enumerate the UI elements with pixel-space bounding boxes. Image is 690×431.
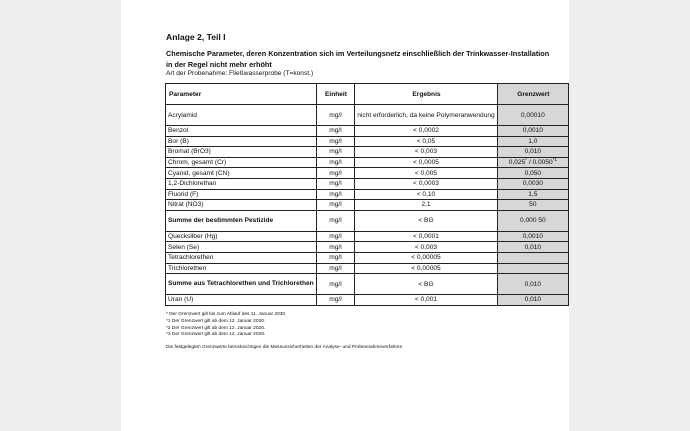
footnote: *1 Der Grenzwert gilt ab dem 12. Januar 2030. (166, 318, 266, 324)
cell-einheit: mg/l (316, 147, 355, 158)
cell-ergebnis: < 0,001 (355, 295, 497, 306)
table-row (166, 231, 569, 242)
table-row (166, 189, 569, 200)
cell-grenzwert: 0,000 50 (497, 210, 568, 231)
cell-ergebnis: < 0,003 (355, 242, 497, 253)
cell-einheit: mg/l (316, 231, 355, 242)
cell-grenzwert: 0,0010 (497, 231, 568, 242)
cell-einheit: mg/l (316, 178, 355, 189)
table-header-row (166, 84, 569, 105)
cell-ergebnis: < 0,00005 (355, 263, 497, 274)
cell-grenzwert: 1,5 (497, 189, 568, 200)
cell-parameter: 1,2-Dichlorethan (166, 178, 317, 189)
header-ergebnis: Ergebnis (355, 84, 497, 105)
cell-parameter: Benzol (166, 126, 317, 137)
cell-ergebnis: < BG (355, 274, 497, 295)
sampling-type: Art der Probenahme: Fließwasserprobe (T=konst.) (166, 70, 314, 77)
measurement-note: Die festgelegten Grenzwerte berücksichtigen die Messunsicherheiten der Analyse- und Probennahmeverfahren (166, 345, 403, 350)
footnote: *3 Der Grenzwert gilt ab dem 12. Januar 2028. (166, 332, 266, 338)
page-title: Anlage 2, Teil I (166, 32, 226, 42)
cell-parameter: Selen (Se) (166, 242, 317, 253)
cell-grenzwert (497, 157, 568, 168)
cell-einheit: mg/l (316, 252, 355, 263)
table-row (166, 200, 569, 211)
table-row (166, 126, 569, 137)
cell-parameter: Nitrat (NO3) (166, 200, 317, 211)
cell-grenzwert: 0,010 (497, 147, 568, 158)
cell-einheit: mg/l (316, 200, 355, 211)
footnote: * Der Grenzwert gilt bis zum Ablauf des 11. Januar 2030. (166, 312, 287, 317)
document-page (121, 0, 569, 431)
cell-grenzwert: 0,010 (497, 242, 568, 253)
cell-einheit: mg/l (316, 105, 355, 126)
table-row (166, 242, 569, 253)
cell-ergebnis: < 0,0001 (355, 231, 497, 242)
cell-einheit: mg/l (316, 242, 355, 253)
cell-einheit: mg/l (316, 126, 355, 137)
footnote-marker: * (525, 156, 528, 162)
header-grenzwert: Grenzwert (497, 84, 568, 105)
table-row (166, 274, 569, 295)
table-row (166, 168, 569, 179)
cell-parameter: Trichlorethen (166, 263, 317, 274)
cell-einheit: mg/l (316, 295, 355, 306)
cell-ergebnis: nicht erforderlich, da keine Polymeranwendung (355, 105, 497, 126)
cell-ergebnis: < 0,00005 (355, 252, 497, 263)
cell-parameter: Summe der bestimmten Pestizide (166, 210, 317, 231)
table-row (166, 157, 569, 168)
cell-ergebnis: 2,1 (355, 200, 497, 211)
table-row (166, 295, 569, 306)
table-row (166, 210, 569, 231)
cell-grenzwert: 0,050 (497, 168, 568, 179)
section-heading: Chemische Parameter, deren Konzentration sich im Verteilungsnetz einschließlich der Trinkwasser-Installation in der Regel nicht mehr erhöht (166, 49, 550, 69)
cell-parameter: Uran (U) (166, 295, 317, 306)
cell-einheit: mg/l (316, 189, 355, 200)
grenzwert-value: 0,025 (508, 159, 526, 167)
cell-grenzwert (497, 263, 568, 274)
cell-ergebnis: < 0,0002 (355, 126, 497, 137)
cell-ergebnis: < 0,10 (355, 189, 497, 200)
table-row (166, 178, 569, 189)
cell-ergebnis: < 0,05 (355, 136, 497, 147)
cell-einheit: mg/l (316, 274, 355, 295)
cell-ergebnis: < 0,005 (355, 168, 497, 179)
cell-parameter: Summe aus Tetrachlorethen und Trichlorethen (166, 274, 317, 295)
header-einheit: Einheit (316, 84, 355, 105)
table-row (166, 147, 569, 158)
cell-einheit: mg/l (316, 168, 355, 179)
cell-grenzwert: 0,0030 (497, 178, 568, 189)
cell-ergebnis: < 0,003 (355, 147, 497, 158)
cell-grenzwert: 50 (497, 200, 568, 211)
cell-grenzwert: 0,010 (497, 274, 568, 295)
cell-ergebnis: < BG (355, 210, 497, 231)
footnote-marker: *1 (552, 156, 557, 162)
cell-grenzwert: 1,0 (497, 136, 568, 147)
cell-grenzwert: 0,0010 (497, 126, 568, 137)
cell-ergebnis: < 0,0005 (355, 157, 497, 168)
parameter-table (165, 83, 569, 306)
cell-parameter: Fluorid (F) (166, 189, 317, 200)
table-row (166, 136, 569, 147)
cell-einheit: mg/l (316, 136, 355, 147)
cell-grenzwert (497, 252, 568, 263)
cell-einheit: mg/l (316, 210, 355, 231)
cell-parameter: Bromat (BrO3) (166, 147, 317, 158)
table-row (166, 105, 569, 126)
footnotes (166, 312, 286, 339)
cell-parameter: Quecksilber (Hg) (166, 231, 317, 242)
table-row (166, 252, 569, 263)
cell-parameter: Tetrachlorethen (166, 252, 317, 263)
cell-parameter: Chrom, gesamt (Cr) (166, 157, 317, 168)
cell-einheit: mg/l (316, 157, 355, 168)
header-parameter: Parameter (166, 84, 317, 105)
table-row (166, 263, 569, 274)
footnote: *2 Der Grenzwert gilt ab dem 12. Januar 2026. (166, 325, 266, 331)
cell-parameter: Bor (B) (166, 136, 317, 147)
cell-einheit: mg/l (316, 263, 355, 274)
cell-grenzwert: 0,010 (497, 295, 568, 306)
cell-parameter: Cyanid, gesamt (CN) (166, 168, 317, 179)
grenzwert-value-2: / 0,0050 (527, 159, 553, 167)
cell-parameter: Acrylamid (166, 105, 317, 126)
cell-ergebnis: < 0,0003 (355, 178, 497, 189)
cell-grenzwert: 0,00010 (497, 105, 568, 126)
